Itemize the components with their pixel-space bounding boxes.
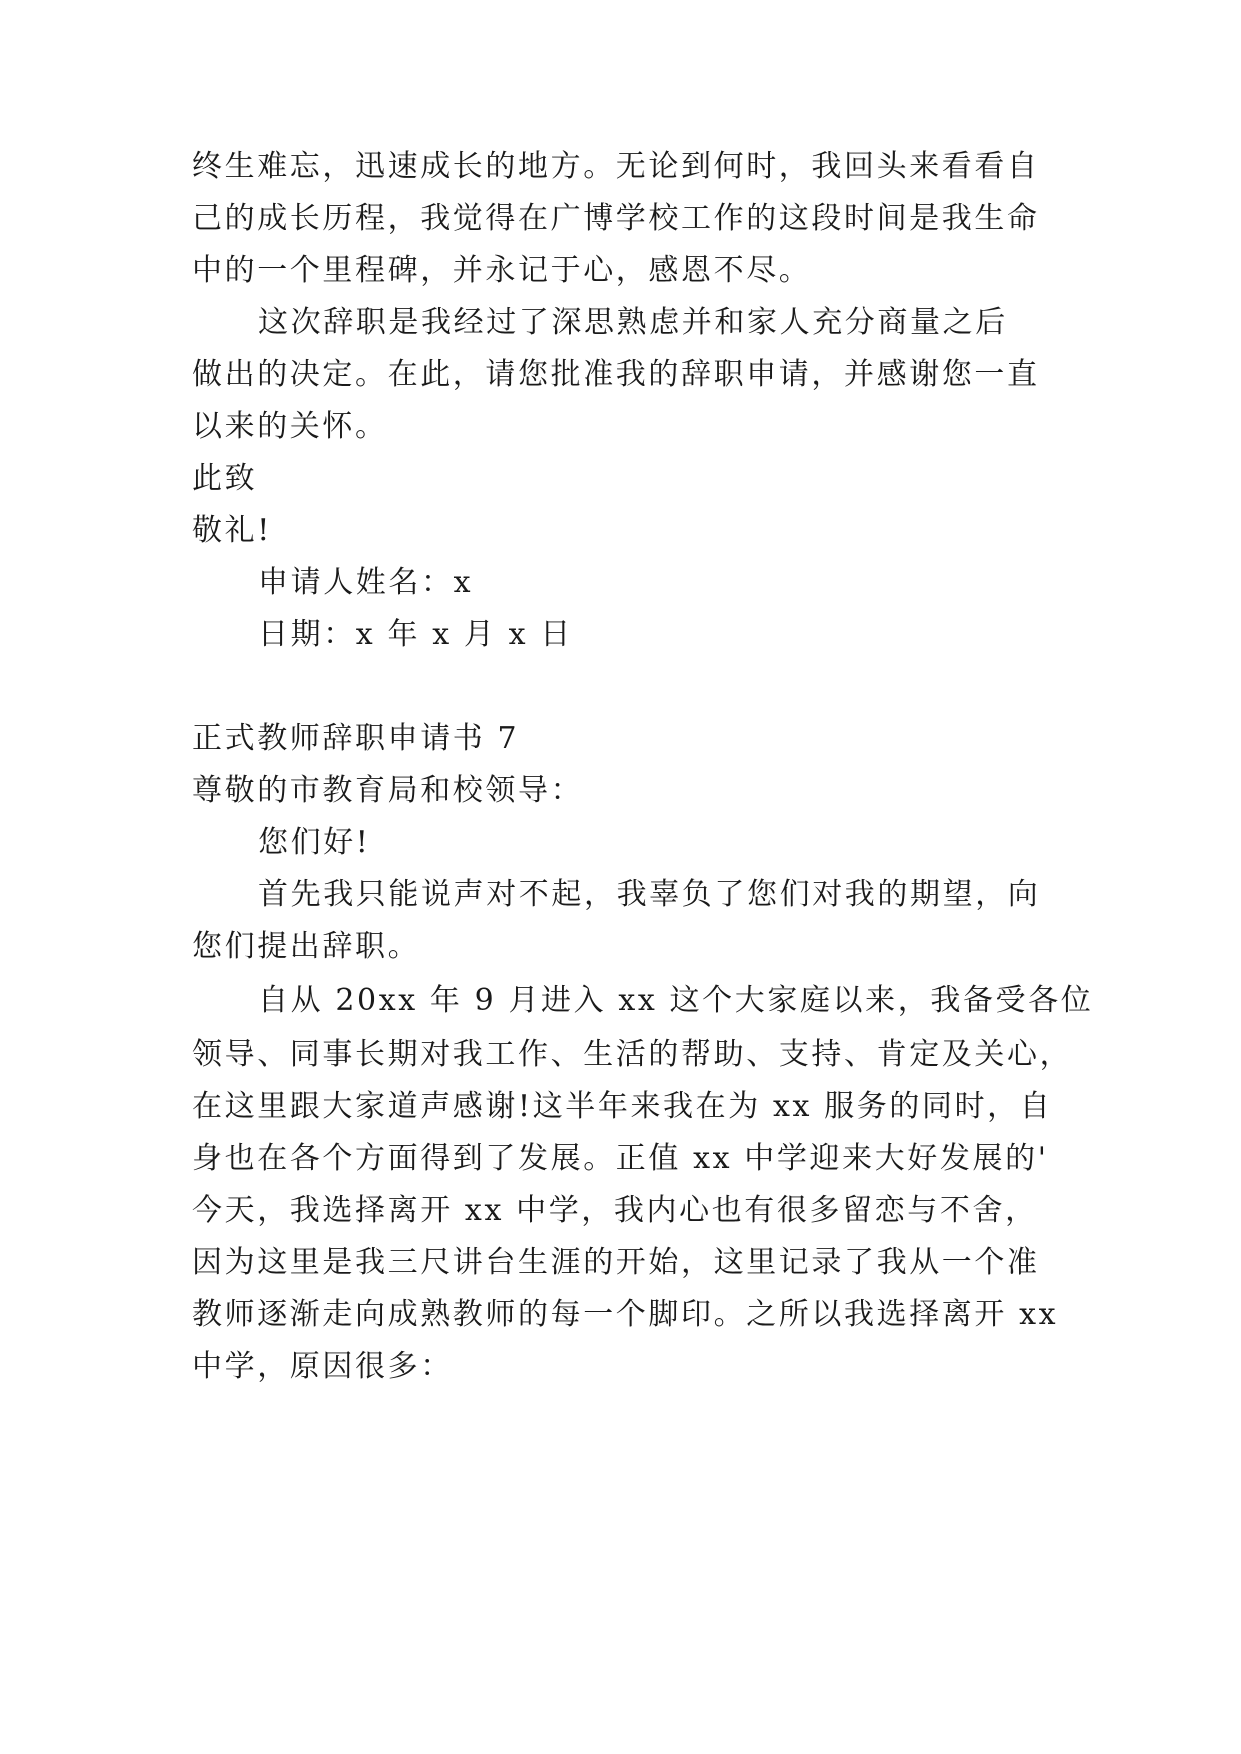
salutation: 尊敬的市教育局和校领导：: [192, 773, 584, 808]
closing-line: 此致: [192, 461, 258, 496]
applicant-date: 日期：x 年 x 月 x 日: [258, 617, 573, 652]
body-text-line: 身也在各个方面得到了发展。正值 xx 中学迎来大好发展的': [192, 1141, 1049, 1176]
body-text-line: 己的成长历程，我觉得在广博学校工作的这段时间是我生命: [192, 201, 1040, 236]
body-text-line: 因为这里是我三尺讲台生涯的开始，这里记录了我从一个准: [192, 1245, 1040, 1280]
applicant-name: 申请人姓名：x: [258, 565, 474, 600]
greeting: 您们好!: [258, 825, 371, 860]
body-text-line: 领导、同事长期对我工作、生活的帮助、支持、肯定及关心，: [192, 1037, 1073, 1072]
body-text-line: 中的一个里程碑，并永记于心，感恩不尽。: [192, 253, 812, 288]
body-text-line: 首先我只能说声对不起，我辜负了您们对我的期望，向: [258, 877, 1041, 912]
body-text-line: 在这里跟大家道声感谢!这半年来我在为 xx 服务的同时，自: [192, 1089, 1053, 1124]
body-text-line: 做出的决定。在此，请您批准我的辞职申请，并感谢您一直: [192, 357, 1040, 392]
body-text-line: 以来的关怀。: [192, 409, 388, 444]
section-title: 正式教师辞职申请书 7: [192, 721, 520, 756]
body-text-line: 中学，原因很多：: [192, 1349, 453, 1384]
body-text-line: 自从 20xx 年 9 月进入 xx 这个大家庭以来，我备受各位: [258, 983, 1094, 1018]
closing-line: 敬礼!: [192, 513, 272, 548]
body-text-line: 这次辞职是我经过了深思熟虑并和家人充分商量之后: [258, 305, 1008, 340]
body-text-line: 今天，我选择离开 xx 中学，我内心也有很多留恋与不舍，: [192, 1193, 1038, 1228]
body-text-line: 教师逐渐走向成熟教师的每一个脚印。之所以我选择离开 xx: [192, 1297, 1059, 1332]
body-text-line: 终生难忘，迅速成长的地方。无论到何时，我回头来看看自: [192, 149, 1040, 184]
body-text-line: 您们提出辞职。: [192, 929, 421, 964]
